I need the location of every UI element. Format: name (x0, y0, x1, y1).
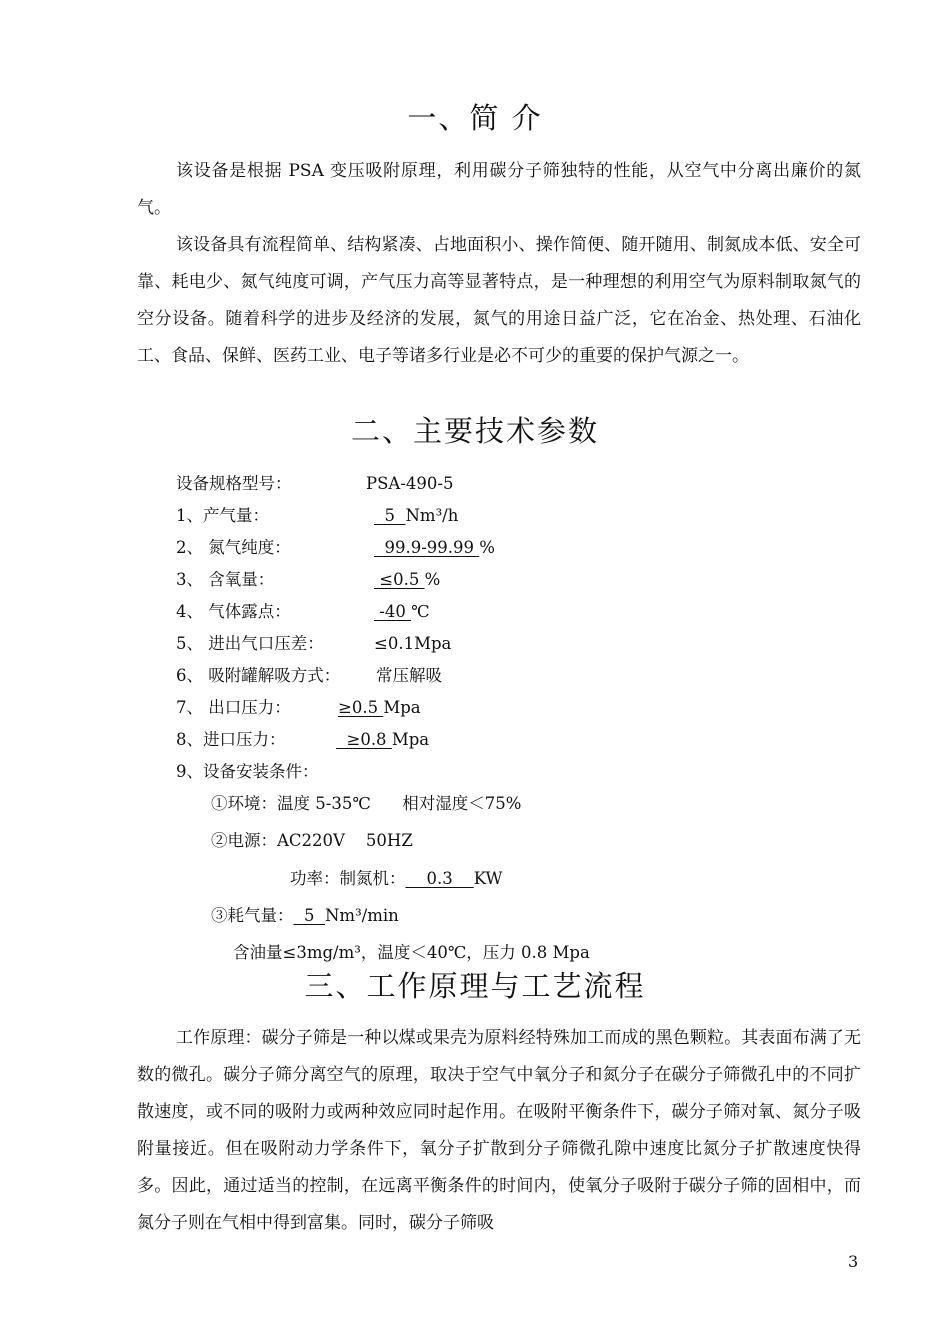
param-row-7 (176, 697, 421, 719)
param-label: 5、 进出气口压差： (176, 634, 324, 653)
param-value: 5 (293, 906, 325, 925)
param-row-1 (176, 505, 459, 527)
param-row-9: 9、设备安装条件： (176, 762, 319, 781)
param-value: ≤0.1Mpa (374, 634, 452, 653)
param-row-5 (176, 633, 452, 655)
param-row-4 (176, 601, 430, 623)
install-air-consumption (211, 905, 399, 927)
param-unit: % (424, 570, 441, 589)
install-power-rating (290, 868, 502, 890)
intro-paragraph-2: 该设备具有流程简单、结构紧凑、占地面积小、操作简便、随开随用、制氮成本低、安全可靠、耗电少、氮气纯度可调，产气压力高等显著特点，是一种理想的利用空气为原料制取氮气的空分设备。随着科学的进步及经济的发展，氮气的用途日益广泛，它在冶金、热处理、石油化工、食品、保鲜、医药工业、电子等诸多行业是必不可少的重要的保护气源之一。 (137, 235, 861, 366)
param-unit: Nm³/h (405, 506, 459, 525)
param-unit: Nm³/min (324, 906, 399, 925)
section-3-title: 三、工作原理与工艺流程 (304, 969, 646, 1003)
param-model (176, 473, 454, 495)
param-unit: % (479, 538, 495, 557)
param-label: 功率：制氮机： (290, 869, 406, 888)
param-value: ≥0.5 (338, 698, 384, 717)
param-value: ≤0.5 (374, 570, 425, 589)
param-unit: KW (473, 869, 503, 888)
param-value: PSA-490-5 (366, 474, 454, 493)
principle-paragraph: 工作原理：碳分子筛是一种以煤或果壳为原料经特殊加工而成的黑色颗粒。其表面布满了无数的微孔。碳分子筛分离空气的原理，取决于空气中氧分子和氮分子在碳分子筛微孔中的不同扩散速度，或不同的吸附力或两种效应同时起作用。在吸附平衡条件下，碳分子筛对氧、氮分子吸附量接近。但在吸附动力学条件下，氧分子扩散到分子筛微孔隙中速度比氮分子扩散速度快得多。因此，通过适当的控制，在远离平衡条件的时间内，使氧分子吸附于碳分子筛的固相中，而氮分子则在气相中得到富集。同时，碳分子筛吸 (137, 1028, 861, 1233)
install-air-quality: 含油量≤3mg/m³，温度＜40℃，压力 0.8 Mpa (233, 943, 590, 962)
param-value: 5 (374, 506, 406, 525)
param-row-3 (176, 569, 441, 591)
param-unit: Mpa (383, 698, 421, 717)
param-label: ③耗气量： (211, 906, 294, 925)
install-power: ②电源：AC220V 50HZ (211, 831, 413, 850)
param-value: 99.9-99.99 (374, 538, 480, 557)
param-label: 8、进口压力： (176, 730, 286, 749)
param-value: 0.3 (405, 869, 474, 888)
param-row-2 (176, 537, 495, 559)
install-environment: ①环境：温度 5-35℃ 相对湿度＜75% (211, 794, 522, 813)
param-label: 1、产气量： (176, 506, 269, 525)
param-value: -40 (374, 602, 412, 621)
param-value: ≥0.8 (336, 730, 392, 749)
param-label: 6、 吸附罐解吸方式： (176, 666, 341, 685)
param-label: 3、 含氧量： (176, 570, 275, 589)
param-unit: Mpa (391, 730, 430, 749)
section-2-title: 二、主要技术参数 (350, 414, 599, 448)
param-label: 设备规格型号： (176, 474, 292, 493)
section-1-title: 一、简 介 (407, 101, 543, 135)
param-row-8 (176, 729, 430, 751)
param-label: 2、 氮气纯度： (176, 538, 291, 557)
param-value: 常压解吸 (376, 666, 442, 685)
param-row-6 (176, 665, 442, 687)
param-unit: ℃ (411, 602, 430, 621)
intro-paragraph-1: 该设备是根据 PSA 变压吸附原理，利用碳分子筛独特的性能，从空气中分离出廉价的氮气。 (137, 161, 861, 218)
page-number: 3 (848, 1252, 859, 1271)
param-label: 7、 出口压力： (176, 698, 291, 717)
param-label: 4、 气体露点： (176, 602, 291, 621)
